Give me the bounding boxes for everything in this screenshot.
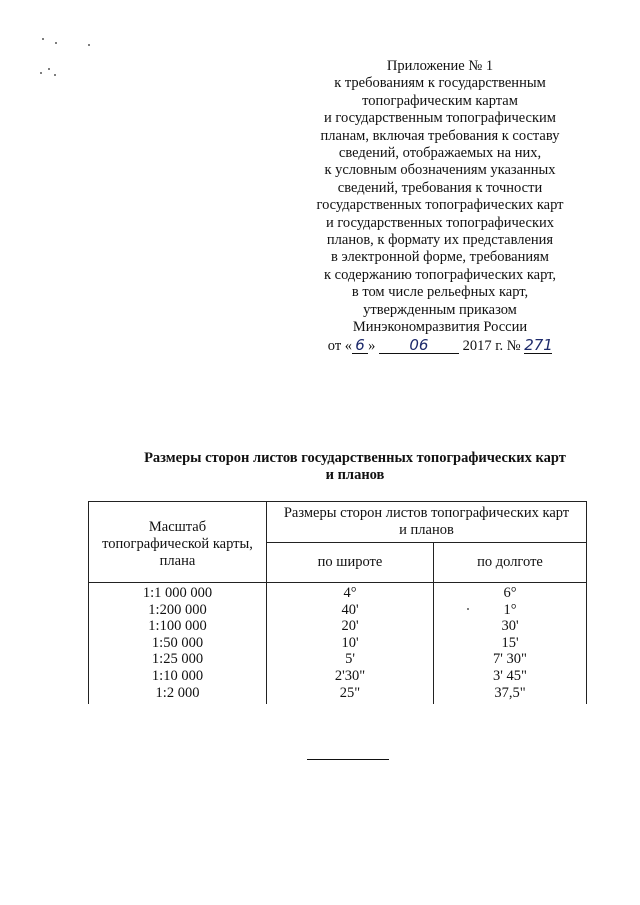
- latitude-value: 10': [341, 634, 359, 651]
- date-mid: »: [368, 337, 376, 354]
- latitude-value: 2'30": [334, 667, 366, 684]
- longitude-value: 15': [501, 634, 519, 651]
- longitude-value: 6°: [503, 585, 517, 601]
- appendix-block: [300, 58, 580, 355]
- appendix-line: утвержденным приказом: [363, 301, 517, 318]
- scale-value: 1:10 000: [151, 667, 204, 684]
- longitude-header: по долготе: [434, 542, 587, 583]
- latitude-value: 20': [341, 618, 359, 635]
- date-year: 2017 г. №: [462, 337, 521, 354]
- scale-value: 1:100 000: [148, 618, 207, 635]
- longitude-value: 30': [501, 618, 519, 635]
- latitude-value: 4°: [343, 585, 357, 601]
- scale-header: Масштаб топографической карты, плана: [89, 502, 267, 583]
- appendix-line: планам, включая требования к составу: [320, 127, 560, 144]
- appendix-line: к условным обозначениям указанных: [324, 162, 556, 179]
- latitude-value: 40': [341, 601, 359, 618]
- appendix-line: к содержанию топографических карт,: [323, 266, 557, 283]
- longitude-value: 1°: [503, 601, 517, 618]
- sizes-header: Размеры сторон листов топографических карт и планов: [267, 502, 587, 543]
- scale-column: [89, 583, 267, 705]
- scale-value: 1:2 000: [155, 684, 200, 701]
- scale-value: 1:1 000 000: [142, 585, 213, 601]
- sheet-sizes-table: [88, 501, 587, 704]
- date-day: 6: [352, 337, 368, 354]
- appendix-line: в том числе рельефных карт,: [351, 284, 529, 301]
- closing-divider: [307, 759, 389, 760]
- longitude-value: 37,5": [494, 684, 526, 701]
- appendix-title: Приложение № 1: [386, 58, 494, 74]
- appendix-line: к требованиям к государственным: [334, 75, 546, 92]
- appendix-line: и государственных топографических: [325, 214, 555, 231]
- date-month: 06: [379, 337, 459, 354]
- longitude-value: 7' 30": [493, 651, 527, 668]
- order-number: 271: [524, 335, 553, 354]
- longitude-value: 3' 45": [493, 667, 527, 684]
- date-prefix: от «: [327, 337, 353, 354]
- order-date-line: [300, 337, 580, 355]
- appendix-line: государственных топографических карт: [316, 197, 564, 214]
- appendix-line: сведений, отображаемых на них,: [338, 145, 542, 162]
- heading-line-1: Размеры сторон листов государственных топографических карт: [144, 450, 566, 466]
- appendix-line: и государственным топографическим: [324, 110, 556, 127]
- appendix-line: планов, к формату их представления: [326, 232, 554, 249]
- latitude-column: [267, 583, 434, 705]
- latitude-value: 5': [345, 651, 355, 668]
- scale-value: 1:50 000: [151, 634, 204, 651]
- scale-value: 1:25 000: [151, 651, 204, 668]
- appendix-line: в электронной форме, требованиям: [331, 249, 549, 266]
- heading-line-2: и планов: [325, 467, 385, 483]
- latitude-header: по широте: [267, 542, 434, 583]
- table-heading: [120, 450, 590, 484]
- longitude-column: [434, 583, 587, 705]
- scale-value: 1:200 000: [148, 601, 207, 618]
- appendix-line: топографическим картам: [362, 92, 518, 109]
- appendix-line: Минэкономразвития России: [352, 319, 528, 336]
- appendix-line: сведений, требования к точности: [337, 179, 543, 196]
- latitude-value: 25": [339, 684, 361, 701]
